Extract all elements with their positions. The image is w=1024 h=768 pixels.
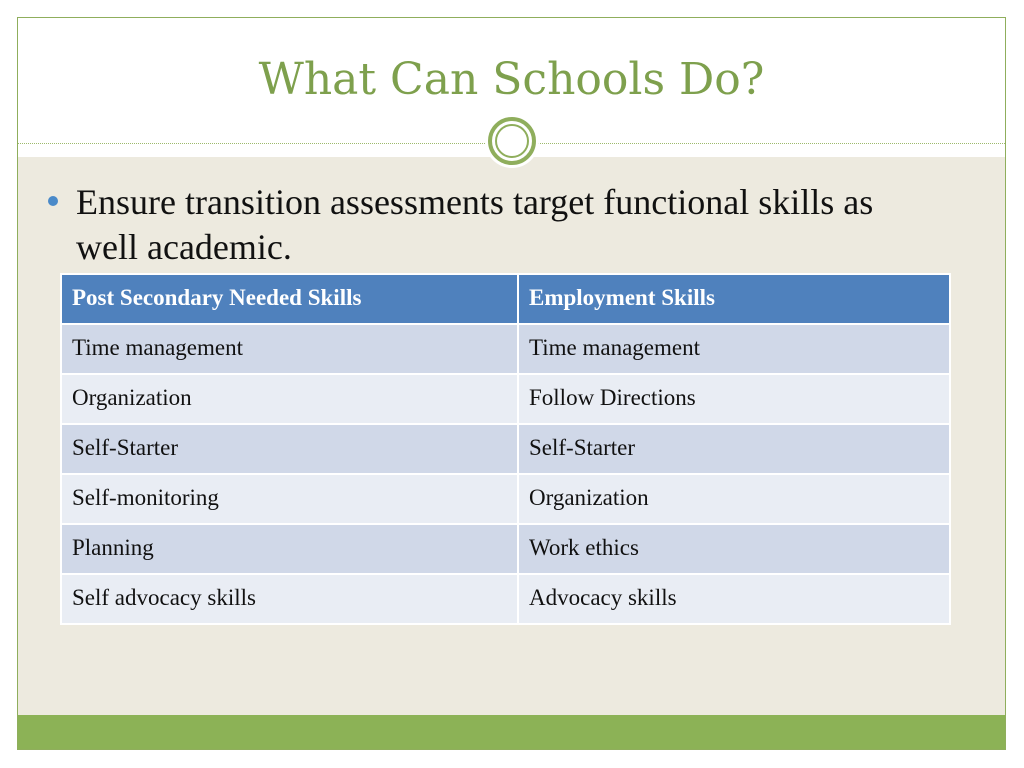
table-row <box>61 574 950 624</box>
table-cell: Time management <box>61 324 518 374</box>
table-row <box>61 524 950 574</box>
slide-title: What Can Schools Do? <box>258 54 765 105</box>
table-cell: Self-monitoring <box>61 474 518 524</box>
table-header-row <box>61 274 950 324</box>
bullet-dot-icon <box>48 196 58 206</box>
column-header-post-secondary: Post Secondary Needed Skills <box>61 274 518 324</box>
table-cell: Planning <box>61 524 518 574</box>
table-cell: Organization <box>518 474 950 524</box>
table-cell: Self advocacy skills <box>61 574 518 624</box>
bullet-text: Ensure transition assessments target functional skills as well academic. <box>76 182 874 267</box>
footer-bar <box>18 715 1005 749</box>
table-cell: Self-Starter <box>518 424 950 474</box>
table-row <box>61 324 950 374</box>
table-row <box>61 374 950 424</box>
table-cell: Self-Starter <box>61 424 518 474</box>
table-cell: Organization <box>61 374 518 424</box>
table-row <box>61 474 950 524</box>
skills-table <box>60 273 951 625</box>
table-cell: Work ethics <box>518 524 950 574</box>
table-cell: Advocacy skills <box>518 574 950 624</box>
table-cell: Time management <box>518 324 950 374</box>
slide-frame <box>17 17 1006 750</box>
circle-ornament-inner <box>495 124 529 158</box>
column-header-employment: Employment Skills <box>518 274 950 324</box>
table-row <box>61 424 950 474</box>
table-cell: Follow Directions <box>518 374 950 424</box>
